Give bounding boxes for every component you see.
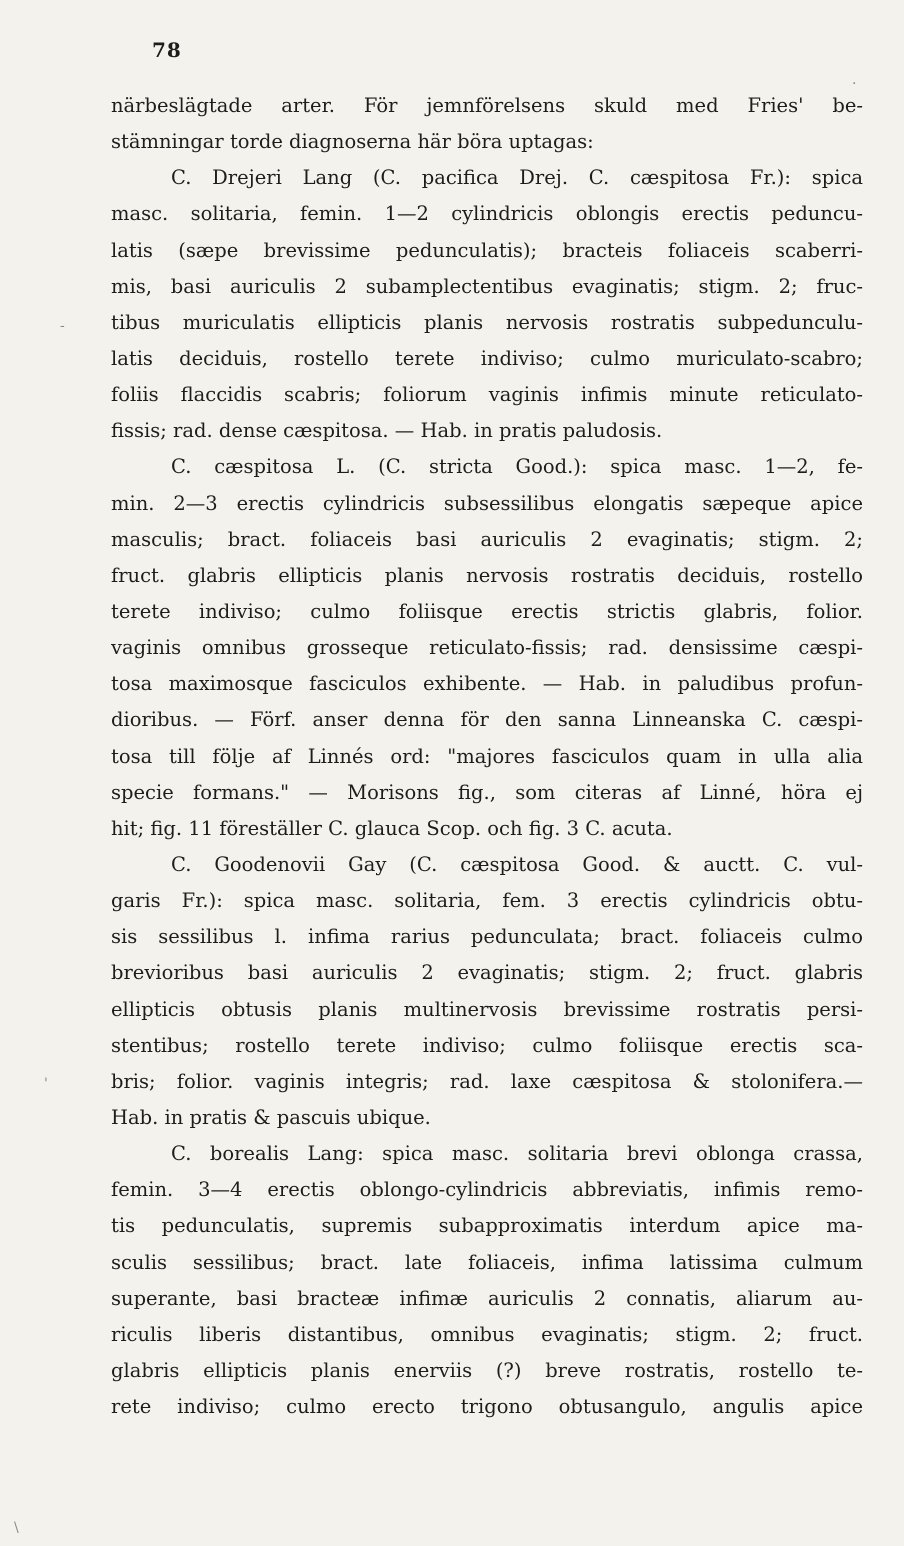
text-line: min. 2—3 erectis cylindricis subsessilibus elongatis sæpeque apice [111, 491, 863, 515]
speck: ' [44, 1076, 48, 1092]
body-text [111, 88, 863, 1425]
text-line: tosa till följe af Linnés ord: "majores fasciculos quam in ulla alia [111, 744, 863, 768]
text-line: sis sessilibus l. infima rarius pedunculata; bract. foliaceis culmo [111, 925, 863, 949]
text-line: garis Fr.): spica masc. solitaria, fem. 3 erectis cylindricis obtu- [111, 889, 863, 913]
text-line: Hab. in pratis & pascuis ubique. [111, 1105, 431, 1129]
text-line: femin. 3—4 erectis oblongo-cylindricis abbreviatis, infimis remo- [111, 1178, 863, 1202]
text-line: C. Goodenovii Gay (C. cæspitosa Good. & auctt. C. vul- [171, 852, 863, 876]
text-line: riculis liberis distantibus, omnibus evaginatis; stigm. 2; fruct. [111, 1322, 863, 1346]
text-line: masculis; bract. foliaceis basi auriculis 2 evaginatis; stigm. 2; [111, 527, 863, 551]
text-line: superante, basi bracteæ infimæ auriculis 2 connatis, aliarum au- [111, 1286, 863, 1310]
text-line: glabris ellipticis planis enerviis (?) breve rostratis, rostello te- [111, 1358, 863, 1382]
text-line: C. cæspitosa L. (C. stricta Good.): spica masc. 1—2, fe- [171, 455, 863, 479]
text-line: brevioribus basi auriculis 2 evaginatis; stigm. 2; fruct. glabris [111, 961, 863, 985]
speck: - [60, 318, 65, 334]
text-line: foliis flaccidis scabris; foliorum vaginis infimis minute reticulato- [111, 383, 863, 407]
text-line: ellipticis obtusis planis multinervosis brevissime rostratis persi- [111, 997, 863, 1021]
text-line: mis, basi auriculis 2 subamplectentibus evaginatis; stigm. 2; fruc- [111, 274, 863, 298]
text-line: tibus muriculatis ellipticis planis nervosis rostratis subpedunculu- [111, 310, 863, 334]
text-line: C. borealis Lang: spica masc. solitaria brevi oblonga crassa, [171, 1142, 863, 1166]
page-number: 78 [152, 38, 182, 62]
text-line: vaginis omnibus grosseque reticulato-fissis; rad. densissime cæspi- [111, 636, 863, 660]
text-line: tosa maximosque fasciculos exhibente. — Hab. in paludibus profun- [111, 672, 863, 696]
text-line: fissis; rad. dense cæspitosa. — Hab. in pratis paludosis. [111, 419, 663, 443]
text-line: C. Drejeri Lang (C. pacifica Drej. C. cæspitosa Fr.): spica [171, 166, 863, 190]
text-line: tis pedunculatis, supremis subapproximatis interdum apice ma- [111, 1214, 863, 1238]
text-line: dioribus. — Förf. anser denna för den sanna Linneanska C. cæspi- [111, 708, 863, 732]
text-line: latis deciduis, rostello terete indiviso; culmo muriculato-scabro; [111, 346, 863, 370]
text-line: rete indiviso; culmo erecto trigono obtusangulo, angulis apice [111, 1395, 863, 1419]
text-line: specie formans." — Morisons fig., som citeras af Linné, höra ej [111, 780, 863, 804]
speck: · [852, 76, 857, 92]
text-line: bris; folior. vaginis integris; rad. laxe cæspitosa & stolonifera.— [111, 1069, 863, 1093]
text-line: terete indiviso; culmo foliisque erectis strictis glabris, folior. [111, 599, 863, 623]
text-line: närbeslägtade arter. För jemnförelsens skuld med Fries' be- [111, 94, 863, 117]
text-line: stämningar torde diagnoserna här böra uptagas: [111, 130, 594, 154]
text-line: sculis sessilibus; bract. late foliaceis, infima latissima culmum [111, 1250, 863, 1274]
text-line: latis (sæpe brevissime pedunculatis); bracteis foliaceis scaberri- [111, 238, 863, 262]
speck: \ [14, 1520, 19, 1536]
text-line: masc. solitaria, femin. 1—2 cylindricis oblongis erectis peduncu- [111, 202, 863, 226]
text-line: fruct. glabris ellipticis planis nervosis rostratis deciduis, rostello [111, 563, 863, 587]
text-line: stentibus; rostello terete indiviso; culmo foliisque erectis sca- [111, 1033, 863, 1057]
text-line: hit; fig. 11 föreställer C. glauca Scop. och fig. 3 C. acuta. [111, 816, 673, 840]
